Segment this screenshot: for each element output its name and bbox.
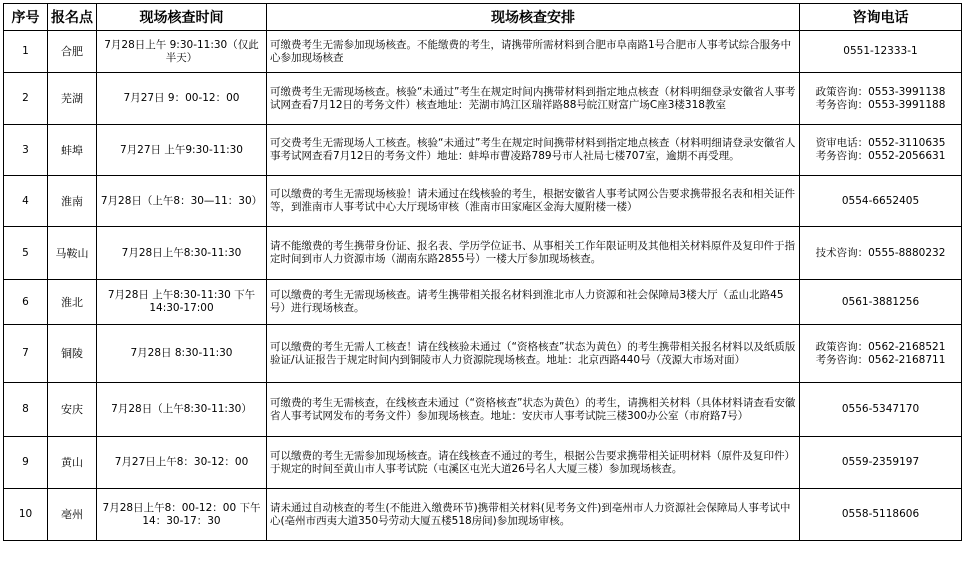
row-time: 7月27日 9：00-12：00 [97,73,267,125]
row-arrangement: 请未通过自动核查的考生(不能进入缴费环节)携带相关材料(见考务文件)到亳州市人力资源社会保障局人事考试中心(亳州市西夷大道350号劳动大厦五楼518房间)参加现场审核。 [267,489,800,541]
row-arrangement: 请不能缴费的考生携带身份证、报名表、学历学位证书、从事相关工作年限证明及其他相关材料原件及复印件于指定时间到市人力资源市场（湖南东路2855号）一楼大厅参加现场核查。 [267,227,800,280]
row-arrangement: 可以缴费的考生无需现场核查。请考生携带相关报名材料到淮北市人力资源和社会保障局3楼大厅（孟山北路45号）进行现场核查。 [267,280,800,325]
phone-line: 考务咨询：0562-2168711 [815,353,946,366]
phone-line: 0551-12333-1 [843,45,918,57]
row-time: 7月28日 上午8:30-11:30 下午14:30-17:00 [97,280,267,325]
row-time: 7月28日（上午8：30—11：30） [97,176,267,227]
header-index: 序号 [4,4,48,31]
row-index: 5 [4,227,48,280]
row-time: 7月28日（上午8:30-11:30） [97,383,267,437]
row-site: 合肥 [48,31,97,73]
row-index: 9 [4,437,48,489]
row-time: 7月27日上午8：30-12：00 [97,437,267,489]
row-phone [800,489,962,541]
phone-line: 0558-5118606 [841,508,920,520]
table-row [4,437,962,489]
row-index: 10 [4,489,48,541]
table-row [4,125,962,176]
table-row [4,280,962,325]
row-time: 7月28日上午8：00-12：00 下午14：30-17：30 [97,489,267,541]
verification-schedule-table [3,3,962,541]
table-row [4,383,962,437]
row-index: 1 [4,31,48,73]
row-time: 7月28日 8:30-11:30 [97,325,267,383]
row-index: 6 [4,280,48,325]
phone-line: 考务咨询：0552-2056631 [815,150,946,162]
row-site: 淮南 [48,176,97,227]
header-phone: 咨询电话 [800,4,962,31]
header-site: 报名点 [48,4,97,31]
phone-line: 考务咨询：0553-3991188 [815,98,946,111]
table-row [4,489,962,541]
row-arrangement: 可以缴费的考生无需现场核验！请未通过在线核验的考生，根据安徽省人事考试网公告要求携带报名表和相关证件等，到淮南市人事考试中心大厅现场审核（淮南市田家庵区金海大厦附楼一楼） [267,176,800,227]
row-time: 7月28日上午 9:30-11:30（仅此半天） [97,31,267,73]
row-phone [800,325,962,383]
row-phone [800,227,962,280]
table-row [4,73,962,125]
row-index: 3 [4,125,48,176]
row-index: 2 [4,73,48,125]
row-time: 7月28日上午8:30-11:30 [97,227,267,280]
phone-line: 政策咨询：0562-2168521 [815,340,946,353]
row-arrangement: 可缴费考生无需现场核查。核验“未通过”考生在规定时间内携带材料到指定地点核查（材料明细登录安徽省人事考试网查看7月12日的考务文件）核查地址：芜湖市鸠江区瑞祥路88号皖江财富广场C座3楼318教室 [267,73,800,125]
phone-line: 0554-6652405 [841,194,920,207]
row-site: 铜陵 [48,325,97,383]
row-site: 马鞍山 [48,227,97,280]
row-arrangement: 可以缴费的考生无需人工核查！请在线核验未通过（“资格核查”状态为黄色）的考生携带相关报名材料以及纸质版验证/认证报告于规定时间内到铜陵市人力资源院现场核查。地址：北京西路440号（茂源大市场对面） [267,325,800,383]
row-phone [800,31,962,73]
row-index: 7 [4,325,48,383]
row-site: 蚌埠 [48,125,97,176]
table-row [4,176,962,227]
table-header-row [4,4,962,31]
row-arrangement: 可以缴费的考生无需参加现场核查。请在线核查不通过的考生，根据公告要求携带相关证明材料（原件及复印件）于规定的时间至黄山市人事考试院（屯溪区屯光大道26号名人大厦三楼）参加现场核查。 [267,437,800,489]
phone-line: 资审电话：0552-3110635 [815,137,946,149]
row-index: 4 [4,176,48,227]
phone-line: 0561-3881256 [841,295,920,308]
phone-line: 0556-5347170 [841,403,920,415]
row-arrangement: 可交费考生无需现场人工核查。核验“未通过”考生在规定时间携带材料到指定地点核查（材料明细请登录安徽省人事考试网查看7月12日的考务文件）地址：蚌埠市曹凌路789号市人社局七楼707室，逾期不再受理。 [267,125,800,176]
row-phone [800,176,962,227]
row-phone [800,437,962,489]
table-row [4,31,962,73]
row-site: 黄山 [48,437,97,489]
row-phone [800,73,962,125]
row-phone [800,280,962,325]
row-time: 7月27日 上午9:30-11:30 [97,125,267,176]
header-time: 现场核查时间 [97,4,267,31]
phone-line: 技术咨询：0555-8880232 [815,246,946,259]
phone-line: 0559-2359197 [841,456,920,468]
table-row [4,325,962,383]
row-site: 芜湖 [48,73,97,125]
row-site: 安庆 [48,383,97,437]
row-arrangement: 可缴费的考生无需核查，在线核查未通过（“资格核查”状态为黄色）的考生，请携相关材料（具体材料请查看安徽省人事考试网发布的考务文件）参加现场核查。地址：安庆市人事考试院三楼300办公室（市府路7号） [267,383,800,437]
table-row [4,227,962,280]
header-arrangement: 现场核查安排 [267,4,800,31]
row-site: 淮北 [48,280,97,325]
phone-line: 政策咨询：0553-3991138 [815,85,946,98]
row-site: 亳州 [48,489,97,541]
row-phone [800,383,962,437]
row-arrangement: 可缴费考生无需参加现场核查。不能缴费的考生，请携带所需材料到合肥市阜南路1号合肥市人事考试综合服务中心参加现场核查 [267,31,800,73]
row-index: 8 [4,383,48,437]
row-phone [800,125,962,176]
